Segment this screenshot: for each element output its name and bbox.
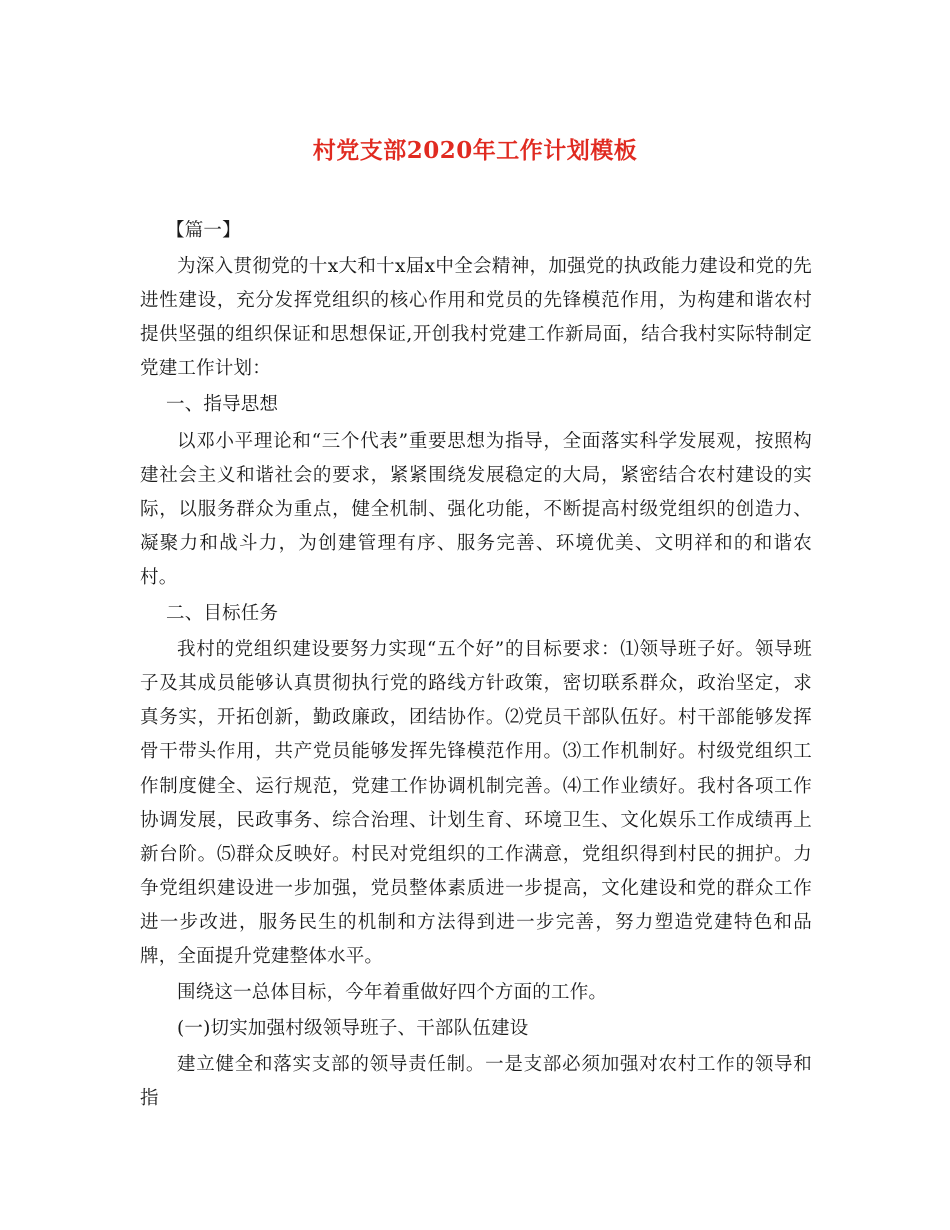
body-paragraph: 以邓小平理论和“三个代表”重要思想为指导，全面落实科学发展观，按照构建社会主义和谐社会的要求，紧紧围绕发展稳定的大局，紧密结合农村建设的实际，以服务群众为重点，健全机制、强化功能，不断提高村级党组织的创造力、凝聚力和战斗力，为创建管理有序、服务完善、环境优美、文明祥和的和谐农村。 — [140, 430, 812, 588]
body-paragraph: 建立健全和落实支部的领导责任制。一是支部必须加强对农村工作的领导和指 — [140, 1054, 812, 1110]
subsection-heading: (一)切实加强村级领导班子、干部队伍建设 — [177, 1018, 529, 1040]
body-paragraph: 为深入贯彻党的十x大和十x届x中全会精神，加强党的执政能力建设和党的先进性建设，充分发挥党组织的核心作用和党员的先锋模范作用，为构建和谐农村提供坚强的组织保证和思想保证,开创我村党建工作新局面，结合我村实际特制定党建工作计划： — [140, 256, 812, 380]
body-paragraph: 我村的党组织建设要努力实现“五个好”的目标要求：⑴领导班子好。领导班子及其成员能够认真贯彻执行党的路线方针政策，密切联系群众，政治坚定，求真务实，开拓创新，勤政廉政，团结协作。⑵党员干部队伍好。村干部能够发挥骨干带头作用，共产党员能够发挥先锋模范作用。⑶工作机制好。村级党组织工作制度健全、运行规范，党建工作协调机制完善。⑷工作业绩好。我村各项工作协调发展，民政事务、综合治理、计划生育、环境卫生、文化娱乐工作成绩再上新台阶。⑸群众反映好。村民对党组织的工作满意，党组织得到村民的拥护。力争党组织建设进一步加强，党员整体素质进一步提高，文化建设和党的群众工作进一步改进，服务民生的机制和方法得到进一步完善，努力塑造党建特色和品牌，全面提升党建整体水平。 — [140, 639, 812, 967]
section-heading: 二、目标任务 — [166, 603, 279, 625]
document-body — [140, 214, 812, 1118]
body-paragraph: 围绕这一总体目标，今年着重做好四个方面的工作。 — [177, 982, 608, 1004]
section-label: 【篇一】 — [166, 220, 241, 241]
document-title: 村党支部2020年工作计划模板 — [312, 137, 638, 164]
section-heading: 一、指导思想 — [166, 394, 279, 416]
